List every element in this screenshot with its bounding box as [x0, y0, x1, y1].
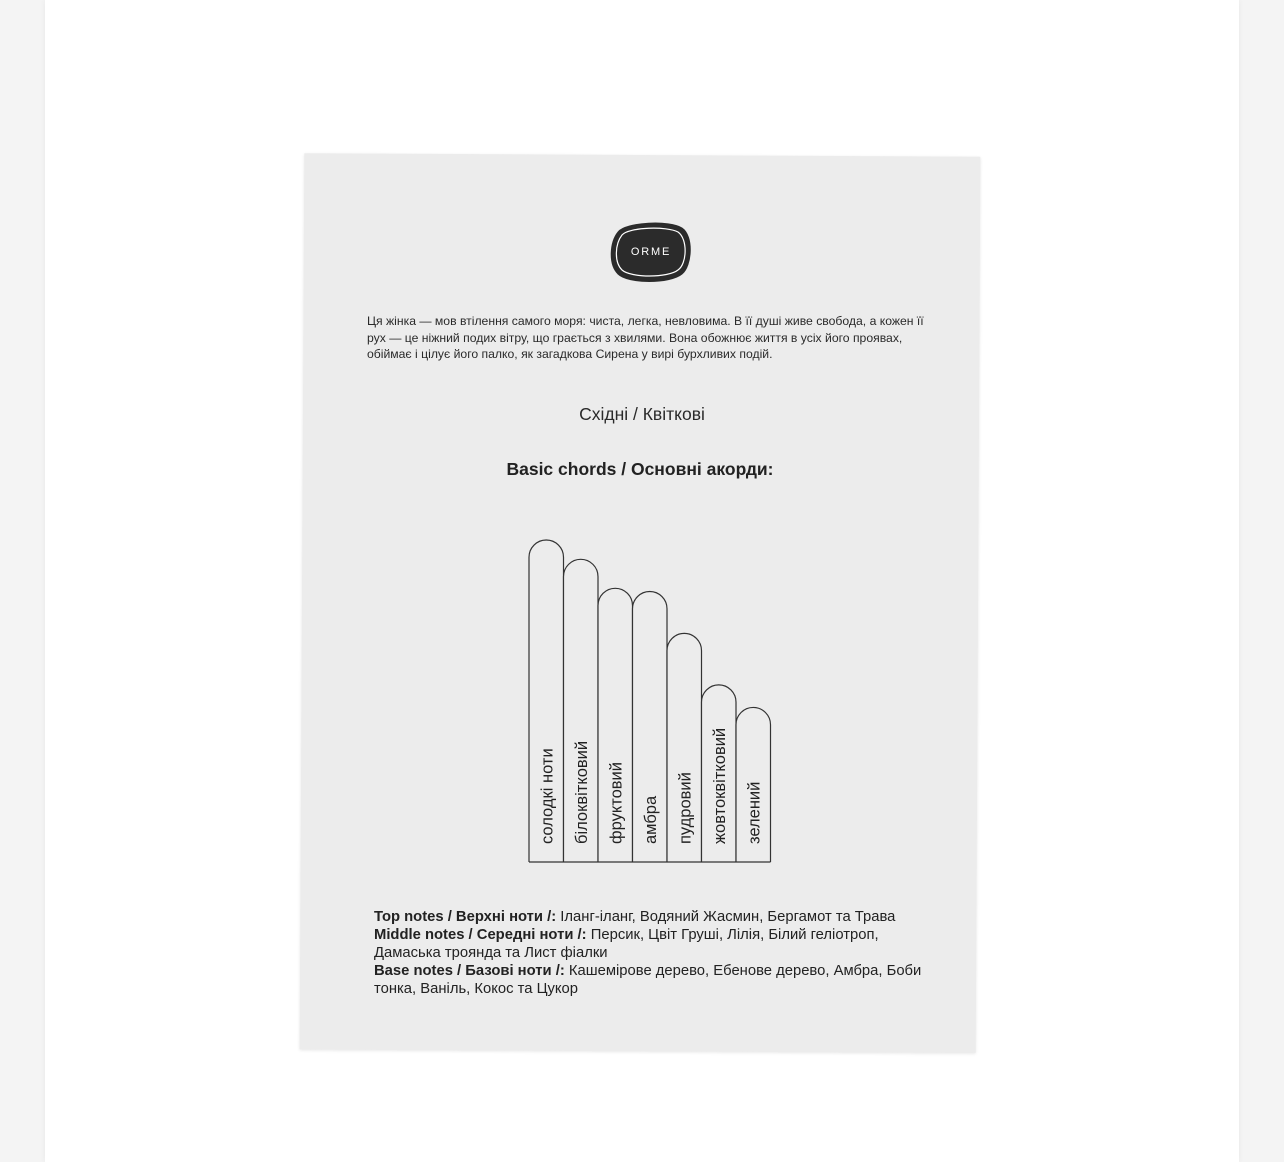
- base-notes-text: Кашемірове дерево, Ебенове дерево, Амбра, Боби тонка, Ваніль, Кокос та Цукор: [374, 963, 922, 997]
- middle-notes-label: Middle notes / Середні ноти /:: [374, 927, 587, 943]
- chord-bar: [633, 592, 668, 862]
- chord-bar-label: білоквітковий: [572, 740, 591, 844]
- top-notes-text: Іланг-іланг, Водяний Жасмин, Бергамот та Трава: [556, 909, 896, 925]
- brand-logo: [608, 220, 694, 284]
- chord-bar-label: зелений: [745, 781, 764, 844]
- middle-notes-text: Персик, Цвіт Груші, Лілія, Білий геліотроп, Дамаська троянда та Лист фіалки: [374, 927, 879, 961]
- chord-bar: [736, 707, 771, 862]
- top-notes-label: Top notes / Верхні ноти /:: [374, 909, 557, 925]
- chord-bar: [564, 559, 599, 862]
- chords-chart: [522, 532, 778, 872]
- chord-bar: [529, 540, 564, 862]
- top-notes: [374, 908, 934, 926]
- logo-text: ORME: [630, 246, 672, 258]
- chord-bar: [598, 588, 633, 862]
- chords-chart-svg: [522, 532, 778, 872]
- base-notes-label: Base notes / Базові ноти /:: [374, 963, 565, 979]
- chord-bar: [702, 685, 737, 862]
- chord-bar: [667, 633, 702, 862]
- chord-bar-label: жовтоквітковий: [710, 727, 729, 844]
- notes-list: [374, 908, 934, 998]
- chord-bar-label: солодкі ноти: [538, 748, 557, 844]
- middle-notes: [374, 926, 934, 962]
- chord-bar-label: фруктовий: [607, 762, 626, 844]
- chords-title: Basic chords / Основні акорди:: [506, 459, 774, 479]
- description-text: Ця жінка — мов втілення самого моря: чиста, легка, невловима. В її душі живе свобода, а кожен її рух — це ніжний подих вітру, що грається з хвилями. Вона обожнює життя в усіх його проявах, обіймає і цілує його палко, як загадкова Сирена у вирі бурхливих подій.: [367, 314, 924, 361]
- base-notes: [374, 962, 934, 998]
- fragrance-family: Східні / Квіткові: [579, 404, 705, 424]
- chord-bar-label: амбра: [641, 795, 660, 844]
- chord-bar-label: пудровий: [676, 772, 695, 844]
